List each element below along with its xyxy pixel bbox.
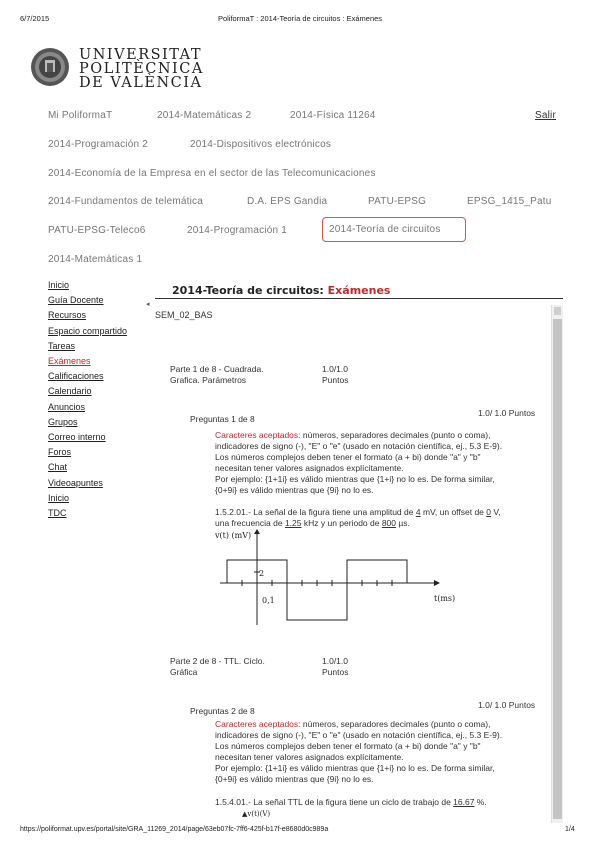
university-name-line1: UNIVERSITAT xyxy=(79,47,202,63)
sidebar-item-tareas[interactable]: Tareas xyxy=(48,340,76,351)
graph-x-axis-arrow xyxy=(434,580,440,586)
university-name-line3: DE VALÈNCIA xyxy=(79,75,203,91)
graph-x-tick-label: 0,1 xyxy=(262,596,275,605)
print-title: PoliformaT : 2014-Teoría de circuitos : Exámenes xyxy=(217,14,383,23)
part-1-score-value: 1.0/1.0 xyxy=(322,364,348,374)
part-2-label xyxy=(170,656,265,678)
instructions-line-2: indicadores de signo (-), "E" o "e" (usado en notación científica, ej., 5.3 E-9). xyxy=(215,441,503,451)
nav-epsg-patu[interactable]: EPSG_1415_Patu xyxy=(467,196,552,207)
sidebar-item-grupos[interactable]: Grupos xyxy=(48,416,78,427)
sidebar-item-anuncios[interactable]: Anuncios xyxy=(48,401,86,412)
accepted-chars-label: Caracteres aceptados: xyxy=(215,430,301,440)
question-2-heading: Preguntas 2 de 8 xyxy=(190,706,255,716)
part-1-title: Parte 1 de 8 - Cuadrada. xyxy=(170,364,264,374)
statement-text: 1.5.2.01.- La señal de la figura tiene una amplitud de xyxy=(215,507,416,517)
sidebar-item-correo-interno[interactable]: Correo interno xyxy=(48,432,106,443)
answer-duty-cycle[interactable]: 16.67 xyxy=(453,797,475,807)
answer-amplitude[interactable]: 4 xyxy=(415,507,421,517)
instructions-line-6: {0+9i} es válido mientras que {9i} no lo es. xyxy=(215,485,374,495)
page-title xyxy=(172,284,390,297)
instructions-line-4: necesitan tener valores asignados explícitamente. xyxy=(215,463,404,473)
graph-x-axis-label: t(ms) xyxy=(434,594,456,603)
part-2-title: Parte 2 de 8 - TTL. Ciclo. xyxy=(170,656,265,666)
question-2-points: 1.0/ 1.0 Puntos xyxy=(478,700,536,710)
nav-patu-teleco6[interactable]: PATU-EPSG-Teleco6 xyxy=(48,225,146,236)
scrollbar-thumb[interactable] xyxy=(553,319,562,819)
nav-matematicas-2[interactable]: 2014-Matemáticas 2 xyxy=(157,110,252,121)
statement-text: una frecuencia de xyxy=(215,518,285,528)
nav-fisica[interactable]: 2014-Física 11264 xyxy=(290,110,376,121)
part-1-score xyxy=(322,364,348,386)
tool-sidebar xyxy=(48,278,144,521)
nav-programacion-1[interactable]: 2014-Programación 1 xyxy=(187,225,287,236)
print-page-number: 1/4 xyxy=(565,826,575,833)
page-title-tool: Exámenes xyxy=(327,284,391,297)
accepted-chars-text: números, separadores decimales (punto o coma), xyxy=(300,430,491,440)
title-divider xyxy=(155,298,563,299)
sidebar-item-examenes[interactable]: Exámenes xyxy=(48,356,91,367)
question-2-statement xyxy=(215,797,550,808)
part-2-score-value: 1.0/1.0 xyxy=(322,656,348,666)
question-1-heading: Preguntas 1 de 8 xyxy=(190,414,255,424)
instructions-line-3: Los números complejos deben tener el formato (a + bi) donde "a" y "b" xyxy=(215,741,481,751)
answer-period[interactable]: 800 xyxy=(381,518,397,528)
print-date: 6/7/2015 xyxy=(20,14,50,23)
graph-2-y-axis-label: ▲v(t)(V) xyxy=(242,810,271,818)
question-1-statement xyxy=(215,507,550,529)
instructions-line-2: indicadores de signo (-), "E" o "e" (usado en notación científica, ej., 5.3 E-9). xyxy=(215,730,503,740)
scrollbar[interactable] xyxy=(551,305,563,823)
exam-name: SEM_02_BAS xyxy=(155,310,213,320)
question-2-instructions xyxy=(215,719,545,785)
instructions-line-5: Por ejemplo: {1+1i} es válido mientras que {1+i} no lo es. De forma similar, xyxy=(215,474,495,484)
university-name xyxy=(79,48,204,90)
university-logo[interactable] xyxy=(30,46,70,93)
sidebar-item-videoapuntes[interactable]: Videoapuntes xyxy=(48,477,103,488)
part-1-subtitle: Grafica. Parámetros xyxy=(170,375,247,385)
sidebar-item-inicio[interactable]: Inicio xyxy=(48,280,70,290)
sidebar-item-tdc[interactable]: TDC xyxy=(48,508,67,519)
page-title-site: 2014-Teoría de circuitos: xyxy=(172,284,328,297)
sidebar-item-calificaciones[interactable]: Calificaciones xyxy=(48,371,104,382)
print-url: https://poliformat.upv.es/portal/site/GRA_11269_2014/page/63eb07fc-7ff6-425f-b17f-e8680d0c989a xyxy=(20,826,329,833)
graph-y-axis-arrow xyxy=(254,529,260,534)
nav-teoria-circuitos[interactable]: 2014-Teoría de circuitos xyxy=(322,217,466,242)
accepted-chars-label: Caracteres aceptados: xyxy=(215,719,301,729)
graph-y-tick-label: 2 xyxy=(259,569,265,578)
nav-patu-epsg[interactable]: PATU-EPSG xyxy=(368,196,427,207)
sidebar-collapse-handle[interactable]: ◂ xyxy=(146,301,150,308)
nav-fundamentos-telematica[interactable]: 2014-Fundamentos de telemática xyxy=(48,196,203,207)
part-1-score-unit: Puntos xyxy=(322,375,349,385)
nav-programacion-2[interactable]: 2014-Programación 2 xyxy=(48,139,148,150)
question-1-points: 1.0/ 1.0 Puntos xyxy=(478,408,536,418)
instructions-line-4: necesitan tener valores asignados explícitamente. xyxy=(215,752,404,762)
answer-frequency[interactable]: 1.25 xyxy=(284,518,302,528)
nav-da-eps-gandia[interactable]: D.A. EPS Gandia xyxy=(247,196,328,207)
sidebar-item-chat[interactable]: Chat xyxy=(48,462,68,473)
nav-matematicas-1[interactable]: 2014-Matemáticas 1 xyxy=(48,254,143,265)
graph-2-y-label: v(t)(V) xyxy=(247,810,271,818)
instructions-line-6: {0+9i} es válido mientras que {9i} no lo es. xyxy=(215,774,374,784)
part-2-subtitle: Gráfica xyxy=(170,667,198,677)
part-2-score-unit: Puntos xyxy=(322,667,349,677)
statement-text: µs. xyxy=(396,518,410,528)
nav-mi-poliformat[interactable]: Mi PoliformaT xyxy=(48,110,113,121)
sidebar-item-calendario[interactable]: Calendario xyxy=(48,386,92,397)
accepted-chars-text: números, separadores decimales (punto o coma), xyxy=(300,719,491,729)
graph-y-axis-label: v(t) (mV) xyxy=(215,531,252,540)
part-1-label xyxy=(170,364,264,386)
statement-text: %. xyxy=(474,797,487,807)
statement-text: mV, un offset de xyxy=(420,507,487,517)
statement-text: kHz y un periodo de xyxy=(301,518,382,528)
instructions-line-3: Los números complejos deben tener el formato (a + bi) donde "a" y "b" xyxy=(215,452,481,462)
sidebar-item-foros[interactable]: Foros xyxy=(48,447,72,458)
scroll-up-arrow[interactable] xyxy=(554,307,561,315)
nav-economia[interactable]: 2014-Economía de la Empresa en el sector de las Telecomunicaciones xyxy=(48,168,376,179)
sidebar-item-espacio-compartido[interactable]: Espacio compartido xyxy=(48,325,128,336)
answer-offset[interactable]: 0 xyxy=(486,507,491,517)
statement-text: 1.5.4.01.- La señal TTL de la figura tiene un ciclo de trabajo de xyxy=(215,797,454,807)
sidebar-item-inicio-2[interactable]: Inicio xyxy=(48,492,70,503)
instructions-line-5: Por ejemplo: {1+1i} es válido mientras que {1+i} no lo es. De forma similar, xyxy=(215,763,495,773)
sidebar-item-guia-docente[interactable]: Guía Docente xyxy=(48,295,104,306)
square-wave-graph xyxy=(212,528,462,628)
university-seal-icon xyxy=(30,46,70,88)
square-wave-trace xyxy=(227,560,407,620)
part-2-score xyxy=(322,656,348,678)
statement-text: V, xyxy=(491,507,501,517)
logout-link[interactable]: Salir xyxy=(535,110,557,121)
university-name-line2: POLITÈCNICA xyxy=(79,61,204,77)
sidebar-item-recursos[interactable]: Recursos xyxy=(48,310,87,321)
nav-dispositivos[interactable]: 2014-Dispositivos electrónicos xyxy=(190,139,332,150)
question-1-instructions xyxy=(215,430,545,496)
